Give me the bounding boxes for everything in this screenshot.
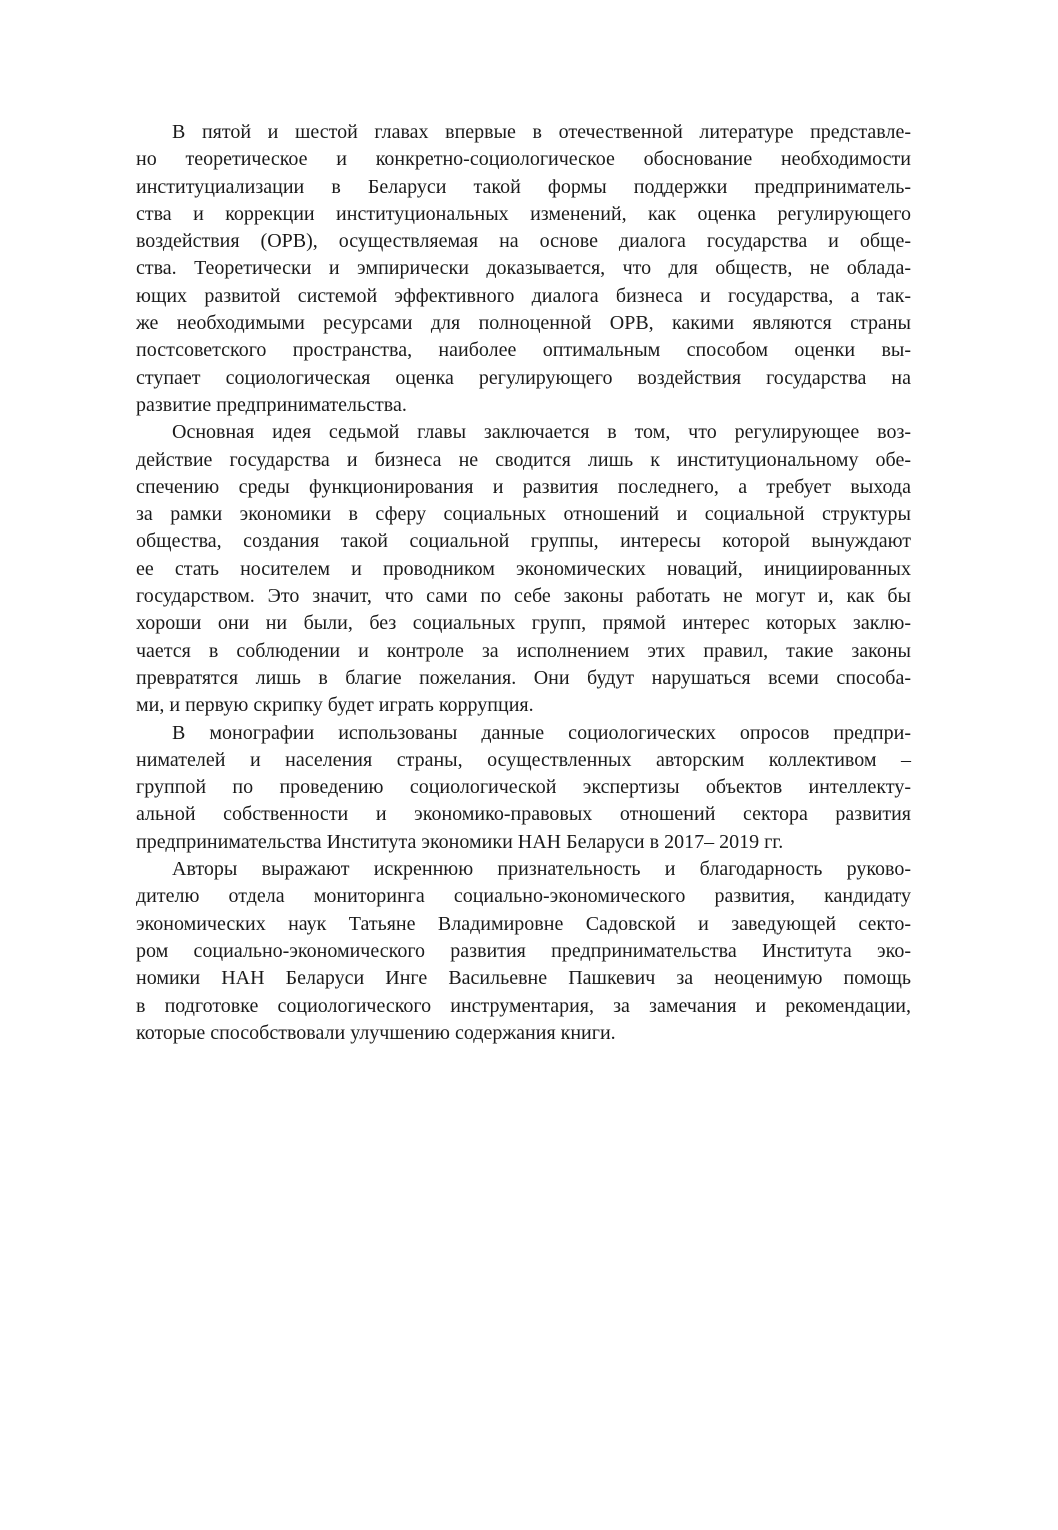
text-line: но теоретическое и конкретно-социологическое обоснование необходимости xyxy=(136,148,911,171)
text-line: государством. Это значит, что сами по себе законы работать не могут и, как бы xyxy=(136,585,911,608)
text-line: ми, и первую скрипку будет играть коррупция. xyxy=(136,694,534,717)
text-line: превратятся лишь в благие пожелания. Они будут нарушаться всеми способа- xyxy=(136,666,911,689)
text-line: В монографии использованы данные социологических опросов предпри- xyxy=(172,721,911,744)
text-line: действие государства и бизнеса не сводится лишь к институциональному обе- xyxy=(136,448,911,471)
text-line: номики НАН Беларуси Инге Васильевне Пашкевич за неоценимую помощь xyxy=(136,967,911,990)
text-line: ее стать носителем и проводником экономических новаций, инициированных xyxy=(136,557,911,580)
text-line: хороши они ни были, без социальных групп, прямой интерес которых заклю- xyxy=(136,612,911,635)
text-line: дителю отдела мониторинга социально-экономического развития, кандидату xyxy=(136,885,911,908)
text-line: Авторы выражают искреннюю признательность и благодарность руково- xyxy=(172,858,911,881)
text-line: чается в соблюдении и контроле за исполнением этих правил, такие законы xyxy=(136,639,911,662)
text-line: предпринимательства Института экономики НАН Беларуси в 2017– 2019 гг. xyxy=(136,830,784,853)
text-line: за рамки экономики в сферу социальных отношений и социальной структуры xyxy=(136,503,911,526)
paragraph-1 xyxy=(136,119,911,419)
text-line: спечению среды функционирования и развития последнего, а требует выхода xyxy=(136,475,911,498)
text-line: В пятой и шестой главах впервые в отечественной литературе представле- xyxy=(172,121,911,143)
text-line: ром социально-экономического развития предпринимательства Института эко- xyxy=(136,939,911,962)
text-line: группой по проведению социологической экспертизы объектов интеллекту- xyxy=(136,776,911,799)
text-line: воздействия (ОРВ), осуществляемая на основе диалога государства и обще- xyxy=(136,230,911,253)
paragraph-2 xyxy=(136,419,911,719)
text-line: общества, создания такой социальной группы, интересы которой вынуждают xyxy=(136,530,911,553)
text-line: развитие предпринимательства. xyxy=(136,393,407,416)
text-line: экономических наук Татьяне Владимировне Садовской и заведующей секто- xyxy=(136,912,911,935)
text-line: нимателей и населения страны, осуществленных авторским коллективом – xyxy=(136,748,911,771)
text-line: ющих развитой системой эффективного диалога бизнеса и государства, а так- xyxy=(136,284,911,307)
text-line: ства и коррекции институциональных изменений, как оценка регулирующего xyxy=(136,202,911,225)
text-line: которые способствовали улучшению содержания книги. xyxy=(136,1021,616,1044)
paragraph-4 xyxy=(136,856,911,1047)
text-line: ства. Теоретически и эмпирически доказывается, что для обществ, не облада- xyxy=(136,257,911,280)
text-line: в подготовке социологического инструментария, за замечания и рекомендации, xyxy=(136,994,911,1017)
text-line: альной собственности и экономико-правовых отношений сектора развития xyxy=(136,803,911,826)
paragraph-3 xyxy=(136,720,911,856)
body-text xyxy=(136,119,911,1047)
text-line: постсоветского пространства, наиболее оптимальным способом оценки вы- xyxy=(136,339,911,362)
text-line: институциализации в Беларуси такой формы поддержки предприниматель- xyxy=(136,175,911,198)
text-line: же необходимыми ресурсами для полноценной ОРВ, какими являются страны xyxy=(136,312,911,335)
text-line: Основная идея седьмой главы заключается в том, что регулирующее воз- xyxy=(172,421,911,444)
text-line: ступает социологическая оценка регулирующего воздействия государства на xyxy=(136,366,911,389)
